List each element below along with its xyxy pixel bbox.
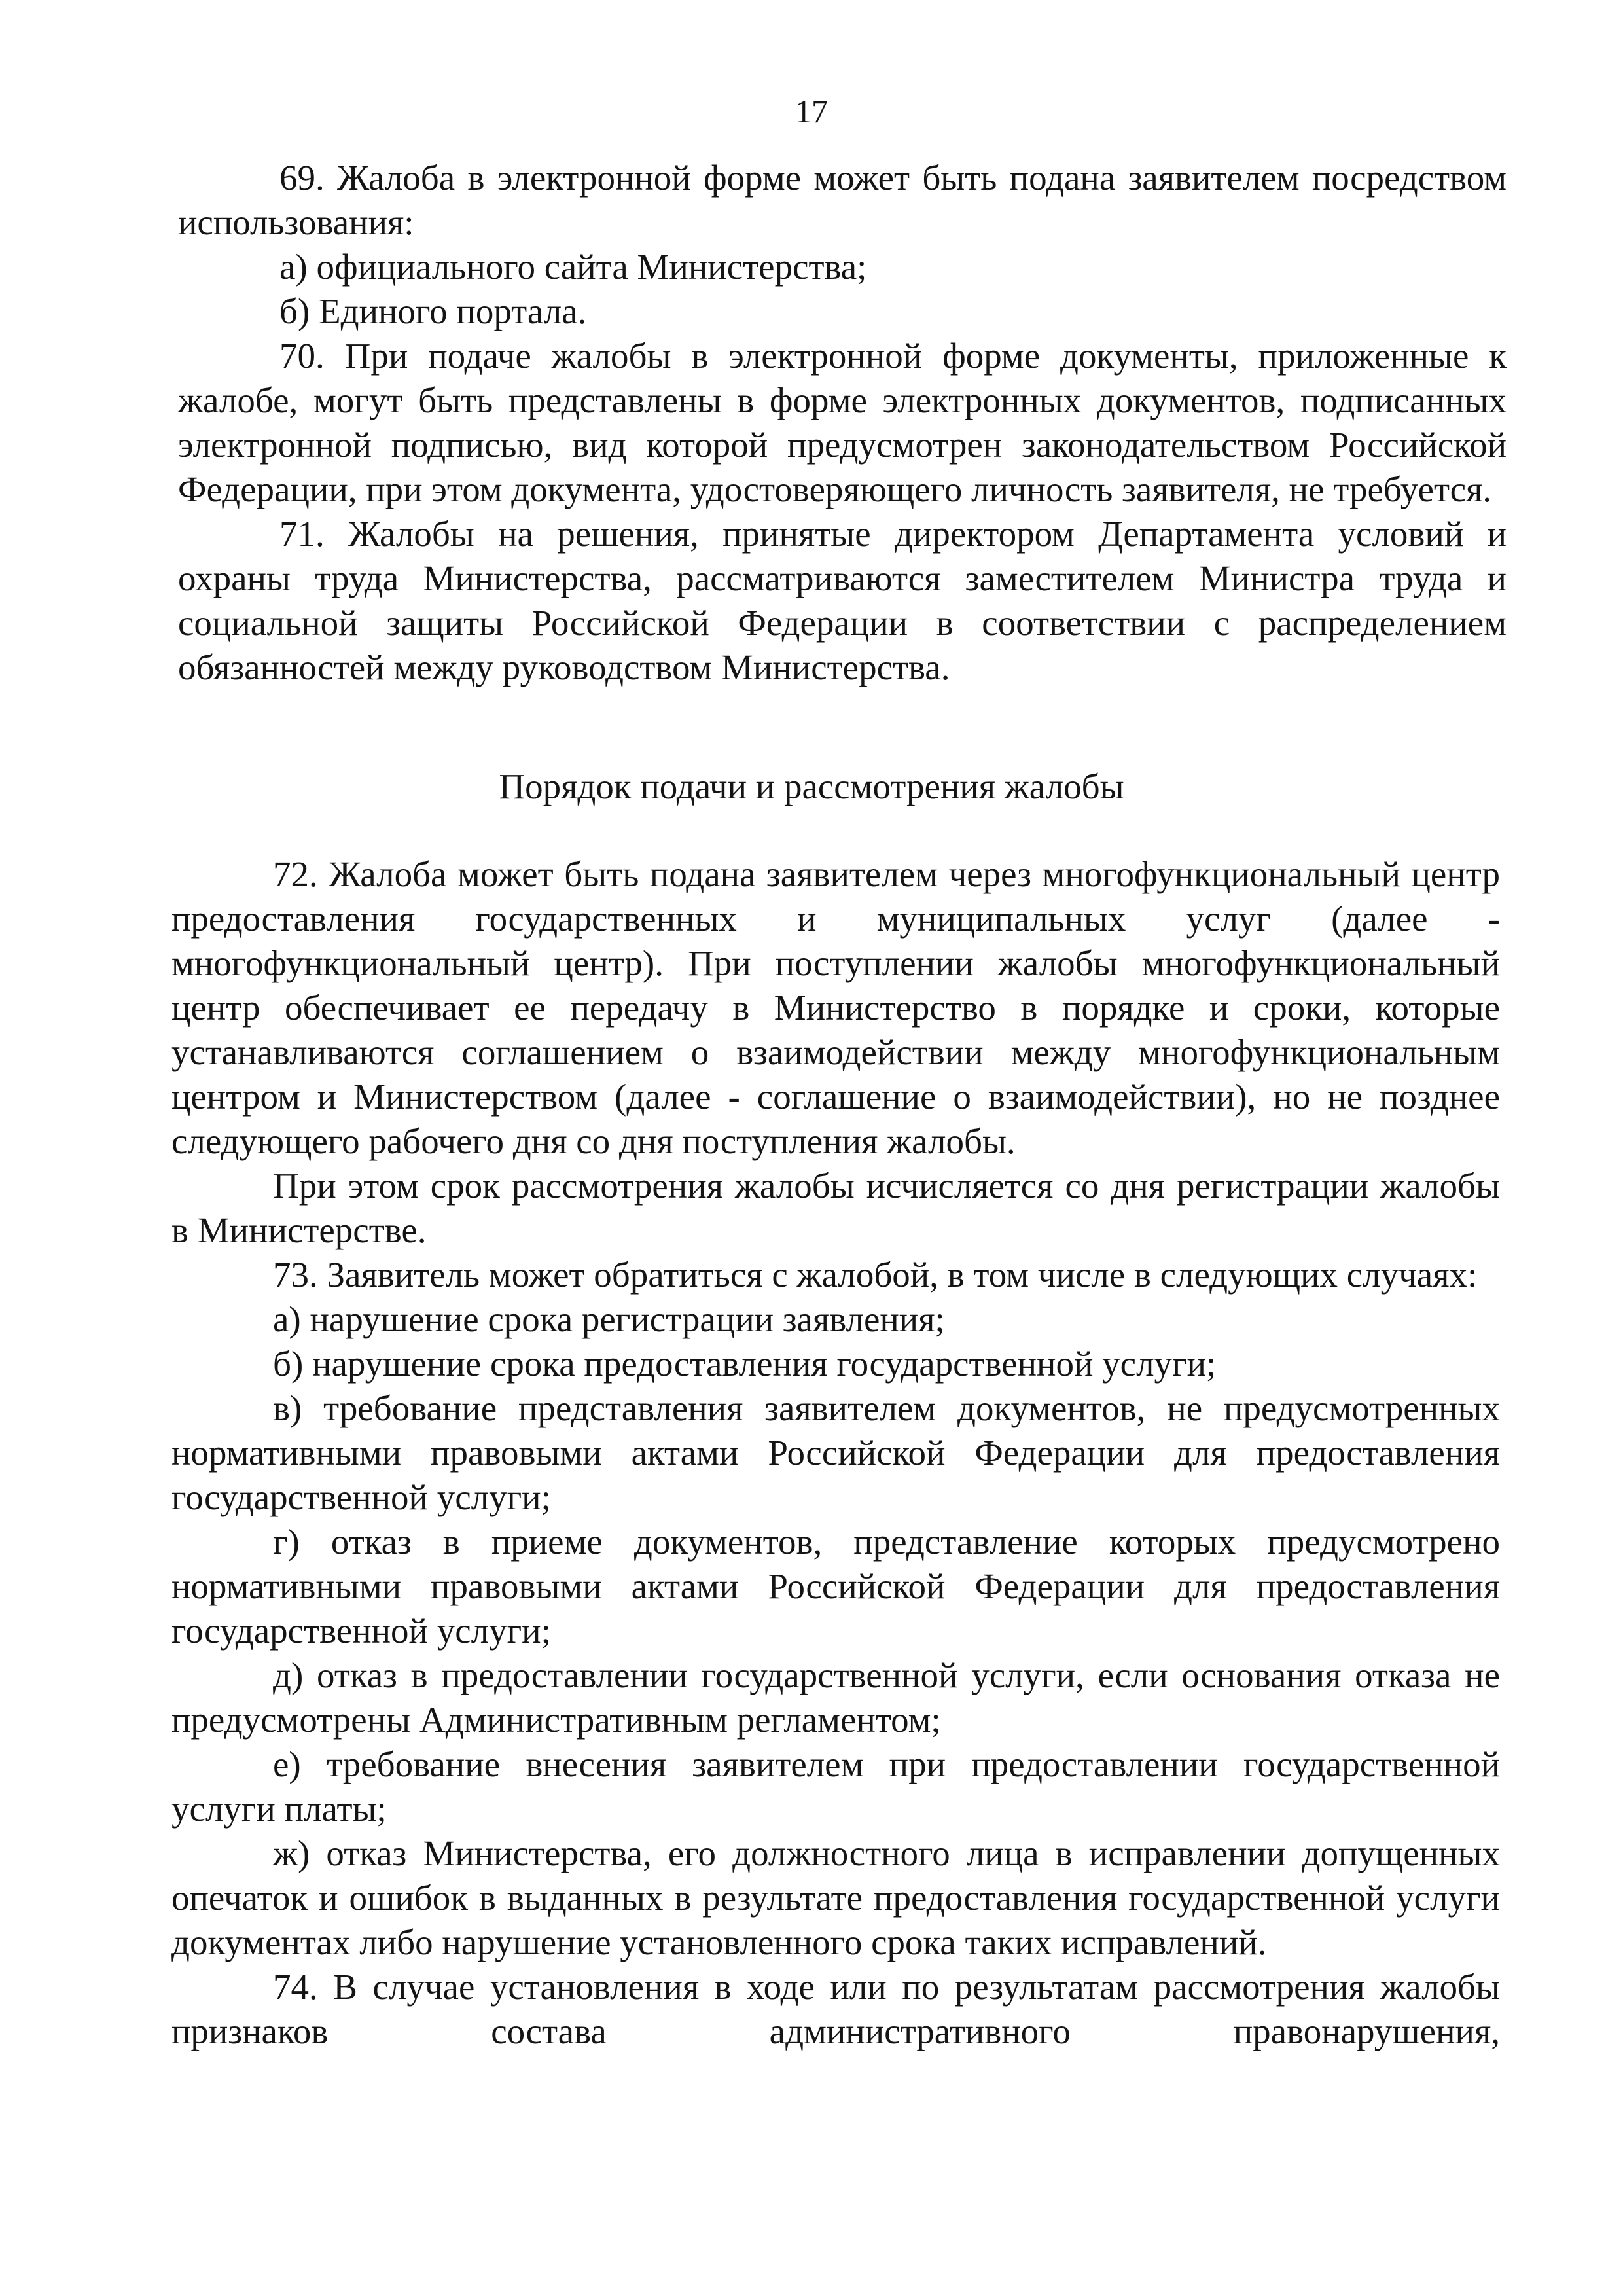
list-item-69a: а) официального сайта Министерства;	[279, 247, 867, 287]
list-item-73g: г) отказ в приеме документов, представление которых предусмотрено нормативными правовыми актами Российской Федерации для предоставления государственной услуги;	[171, 1522, 1500, 1651]
paragraph-70: 70. При подаче жалобы в электронной форме документы, приложенные к жалобе, могут быть представлены в форме электронных документов, подписанных электронной подписью, вид которой предусмотрен законодательством Российской Федерации, при этом документа, удостоверяющего личность заявителя, не требуется.	[178, 336, 1507, 509]
section-heading: Порядок подачи и рассмотрения жалобы	[499, 766, 1124, 806]
paragraph-73: 73. Заявитель может обратиться с жалобой, в том числе в следующих случаях:	[273, 1255, 1478, 1295]
list-item-73a: а) нарушение срока регистрации заявления;	[273, 1299, 945, 1339]
list-item-69b: б) Единого портала.	[279, 291, 587, 331]
list-item-73zh: ж) отказ Министерства, его должностного лица в исправлении допущенных опечаток и ошибок в выданных в результате предоставления государственной услуги документах либо нарушение установленного срока таких исправлений.	[171, 1833, 1500, 1962]
paragraph-69: 69. Жалоба в электронной форме может быть подана заявителем посредством использования:	[178, 158, 1507, 242]
list-item-73d: д) отказ в предоставлении государственной услуги, если основания отказа не предусмотрены Административным регламентом;	[171, 1655, 1500, 1740]
paragraph-74: 74. В случае установления в ходе или по результатам рассмотрения жалобы признаков состава административного правонарушения,	[171, 1967, 1500, 2051]
paragraph-72-note: При этом срок рассмотрения жалобы исчисляется со дня регистрации жалобы в Министерстве.	[171, 1166, 1500, 1250]
text-block-bottom	[171, 852, 1500, 2054]
list-item-73e: е) требование внесения заявителем при предоставлении государственной услуги платы;	[171, 1744, 1500, 1829]
paragraph-72: 72. Жалоба может быть подана заявителем через многофункциональный центр предоставления государственных и муниципальных услуг (далее - многофункциональный центр). При поступлении жалобы многофункциональный центр обеспечивает ее передачу в Министерство в порядке и сроки, которые устанавливаются соглашением о взаимодействии между многофункциональным центром и Министерством (далее - соглашение о взаимодействии), но не позднее следующего рабочего дня со дня поступления жалобы.	[171, 854, 1500, 1161]
page-number: 17	[795, 93, 828, 130]
paragraph-71: 71. Жалобы на решения, принятые директором Департамента условий и охраны труда Министерства, рассматриваются заместителем Министра труда и социальной защиты Российской Федерации в соответствии с распределением обязанностей между руководством Министерства.	[178, 514, 1507, 687]
text-block-top	[178, 156, 1507, 690]
list-item-73v: в) требование представления заявителем документов, не предусмотренных нормативными правовыми актами Российской Федерации для предоставления государственной услуги;	[171, 1388, 1500, 1517]
list-item-73b: б) нарушение срока предоставления государственной услуги;	[273, 1344, 1217, 1384]
